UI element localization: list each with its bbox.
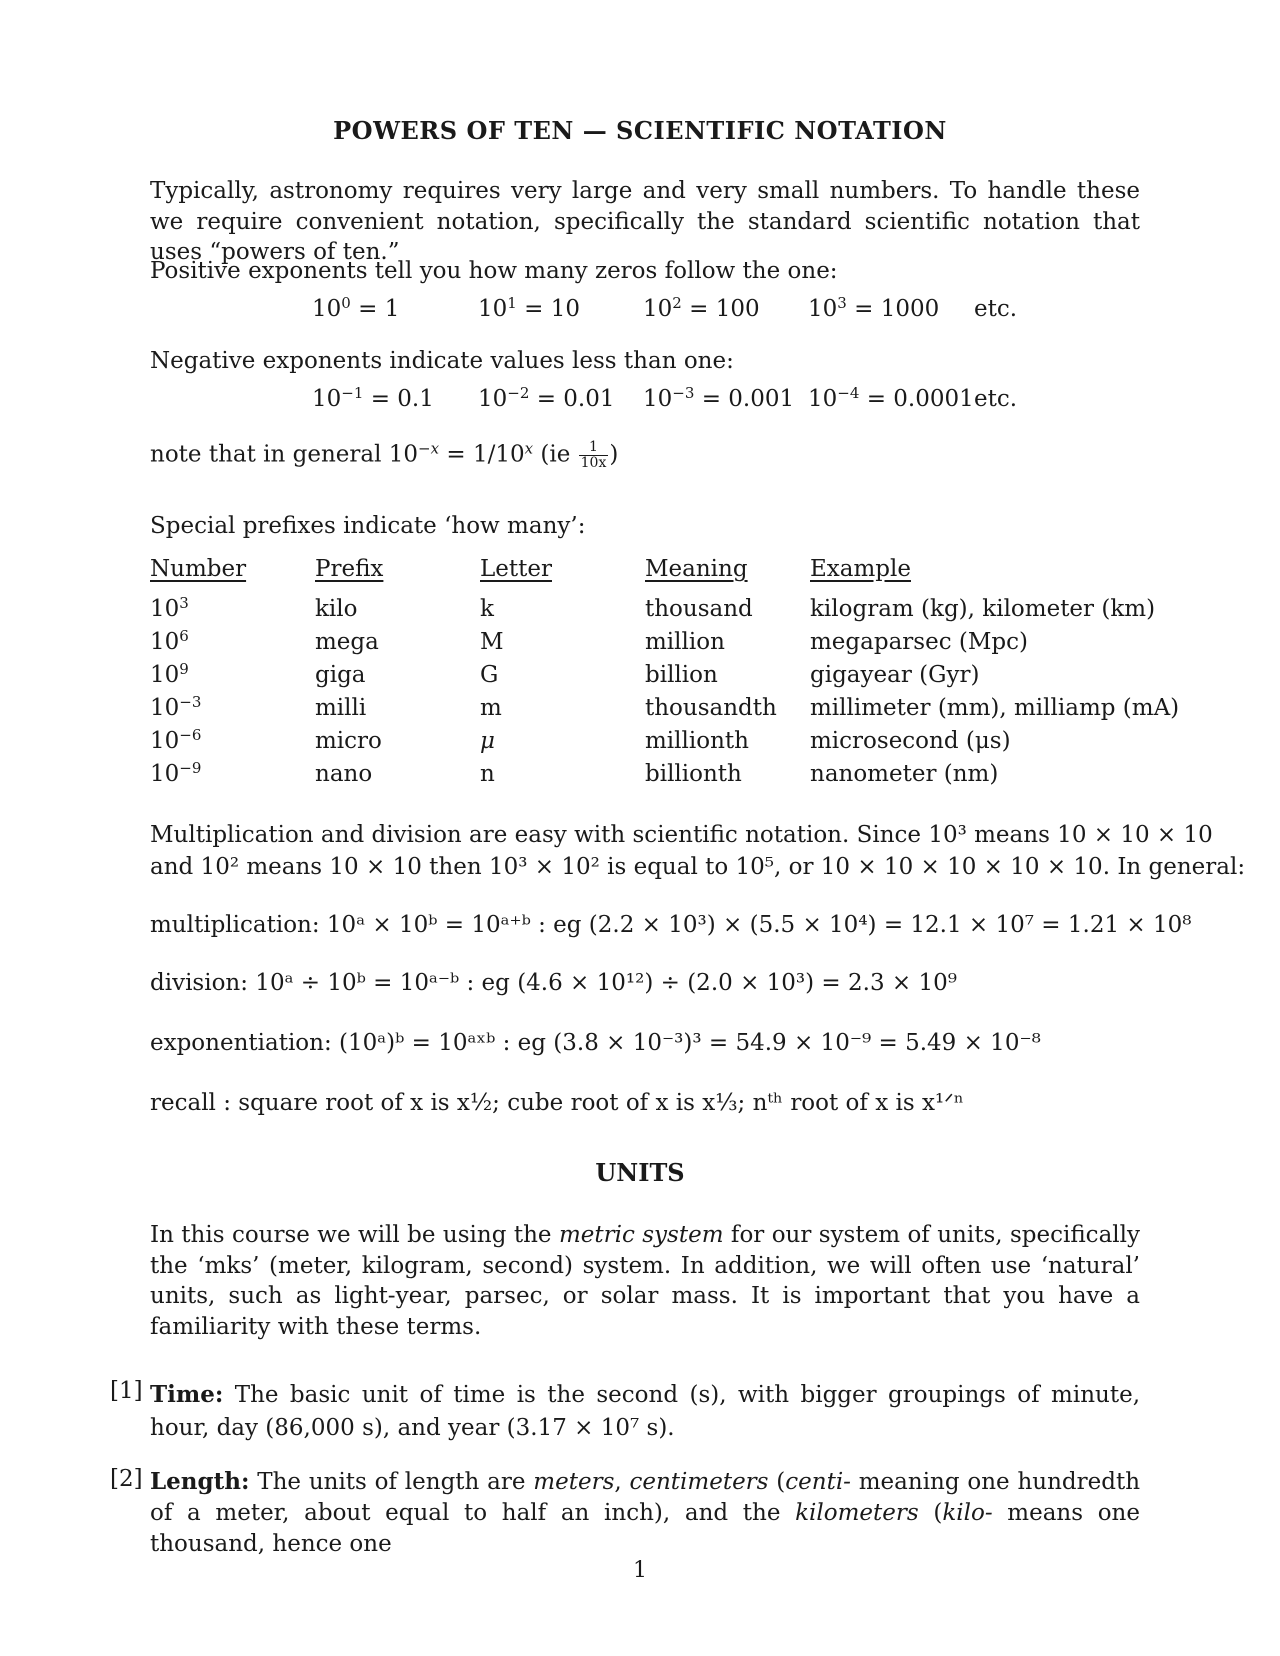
positive-etc: etc. — [974, 296, 1018, 322]
positive-item-0: $10^0 = 1$ — [312, 293, 400, 322]
row-letter: G — [480, 662, 499, 688]
row-example: megaparsec (Mpc) — [810, 629, 1028, 655]
row-number: $10^3$ — [150, 593, 189, 622]
col-header-prefix: Prefix — [315, 556, 384, 582]
row-example: gigayear (Gyr) — [810, 662, 980, 688]
list-item-number: [2] — [110, 1466, 143, 1492]
row-meaning: thousand — [645, 596, 753, 622]
row-number: $10^{-9}$ — [150, 758, 202, 787]
row-letter: n — [480, 761, 495, 787]
negative-item-1: $10^{-2} = 0.01$ — [478, 383, 615, 412]
negative-item-3: $10^{-4} = 0.0001$ — [808, 383, 974, 412]
row-prefix: milli — [315, 695, 367, 721]
list-item-length: Length: The units of length are meters, centimeters (centi- meaning one hundredth of a meter, about equal to half an inch), and the kilometers (kilo- means one thousand, hence one — [150, 1468, 1141, 1557]
row-meaning: billionth — [645, 761, 742, 787]
row-letter: k — [480, 596, 494, 622]
row-prefix: micro — [315, 728, 382, 754]
rule-recall: recall : square root of x is x½; cube root of x is x⅓; nᵗʰ root of x is x¹ᐟⁿ — [150, 1090, 964, 1116]
rule-multiplication: multiplication: 10ᵃ × 10ᵇ = 10ᵃ⁺ᵇ : eg (2.2 × 10³) × (5.5 × 10⁴) = 12.1 × 10⁷ = 1.21 × 10⁸ — [150, 912, 1192, 938]
negative-item-0: $10^{-1} = 0.1$ — [312, 383, 434, 412]
row-meaning: millionth — [645, 728, 749, 754]
row-prefix: kilo — [315, 596, 358, 622]
positive-item-3: $10^3 = 1000$ — [808, 293, 940, 322]
list-item-time: Time: The basic unit of time is the second (s), with bigger groupings of minute, hour, day (86,000 s), and year (3.17 × 10⁷ s). — [150, 1381, 1140, 1441]
row-number: $10^{-3}$ — [150, 692, 202, 721]
multdiv-line-1: Multiplication and division are easy with scientific notation. Since 10³ means 10 × 10 × 10 — [150, 822, 1213, 848]
row-number: $10^9$ — [150, 659, 189, 688]
units-intro: In this course we will be using the metric system for our system of units, specifically the ‘mks’ (meter, kilogram, second) system. In addition, we will often use ‘natural’ units, such as light-year, parsec, or solar mass. It is important that you have a familiarity with these terms. — [150, 1222, 1140, 1340]
general-note: note that in general $10^{-x} = 1/10^x$ (ie $\frac{1}{10x}$ ) — [150, 439, 619, 471]
row-prefix: nano — [315, 761, 373, 787]
rule-exponentiation: exponentiation: (10ᵃ)ᵇ = 10ᵃˣᵇ : eg (3.8 × 10⁻³)³ = 54.9 × 10⁻⁹ = 5.49 × 10⁻⁸ — [150, 1030, 1041, 1056]
row-meaning: million — [645, 629, 725, 655]
row-number: $10^6$ — [150, 626, 189, 655]
row-example: millimeter (mm), milliamp (mA) — [810, 695, 1180, 721]
positive-item-2: $10^2 = 100$ — [643, 293, 760, 322]
row-meaning: billion — [645, 662, 718, 688]
row-example: microsecond (μs) — [810, 728, 1011, 754]
list-item-number: [1] — [110, 1378, 143, 1404]
row-example: kilogram (kg), kilometer (km) — [810, 596, 1156, 622]
row-example: nanometer (nm) — [810, 761, 999, 787]
col-header-letter: Letter — [480, 556, 552, 582]
row-letter: μ — [480, 728, 495, 754]
row-meaning: thousandth — [645, 695, 777, 721]
negative-heading: Negative exponents indicate values less than one: — [150, 348, 734, 374]
positive-heading: Positive exponents tell you how many zeros follow the one: — [150, 258, 838, 284]
col-header-example: Example — [810, 556, 911, 582]
units-heading: UNITS — [595, 1158, 685, 1187]
fraction: $\frac{1}{10x}$ — [580, 439, 607, 471]
rule-division: division: 10ᵃ ÷ 10ᵇ = 10ᵃ⁻ᵇ : eg (4.6 × 10¹²) ÷ (2.0 × 10³) = 2.3 × 10⁹ — [150, 970, 957, 996]
negative-item-2: $10^{-3} = 0.001$ — [643, 383, 795, 412]
page-number: 1 — [633, 1558, 647, 1583]
row-letter: M — [480, 629, 504, 655]
col-header-number: Number — [150, 556, 247, 582]
row-number: $10^{-6}$ — [150, 725, 202, 754]
row-prefix: giga — [315, 662, 366, 688]
intro-paragraph: Typically, astronomy requires very large and very small numbers. To handle these we require convenient notation, specifically the standard scientific notation that uses “powers of ten.” — [150, 178, 1140, 265]
multdiv-line-2: and 10² means 10 × 10 then 10³ × 10² is equal to 10⁵, or 10 × 10 × 10 × 10 × 10. In general: — [150, 854, 1246, 880]
negative-etc: etc. — [974, 386, 1018, 412]
positive-item-1: $10^1 = 10$ — [478, 293, 580, 322]
prefixes-heading: Special prefixes indicate ‘how many’: — [150, 513, 586, 539]
page-title: POWERS OF TEN — SCIENTIFIC NOTATION — [333, 116, 947, 145]
row-letter: m — [480, 695, 502, 721]
row-prefix: mega — [315, 629, 379, 655]
col-header-meaning: Meaning — [645, 556, 748, 582]
